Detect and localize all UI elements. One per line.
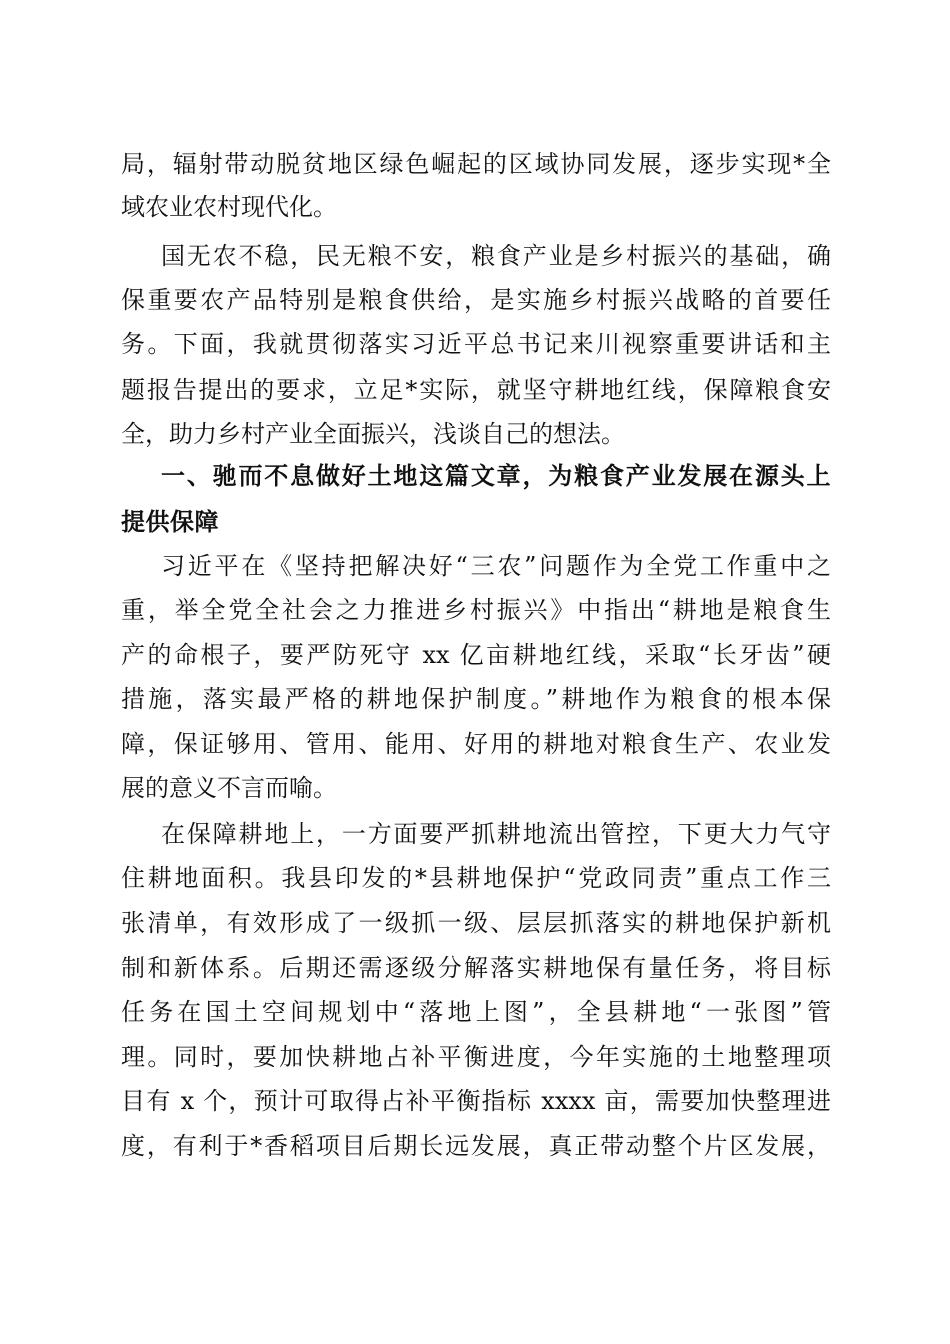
paragraph-3-line-3: 产的命根子，要严防死守 xx 亿亩耕地红线，采取“长牙齿”硬 (121, 641, 831, 669)
paragraph-3-line-2: 重，举全党全社会之力推进乡村振兴》中指出“耕地是粮食生 (121, 596, 831, 624)
section-heading-line-1: 一、驰而不息做好土地这篇文章，为粮食产业发展在源头上 (161, 462, 831, 490)
paragraph-1-line-1: 局，辐射带动脱贫地区绿色崛起的区域协同发展，逐步实现*全 (121, 150, 831, 178)
paragraph-3-line-4: 措施，落实最严格的耕地保护制度。”耕地作为粮食的根本保 (121, 685, 831, 713)
paragraph-2-line-5: 全，助力乡村产业全面振兴，浅谈自己的想法。 (121, 420, 625, 448)
paragraph-4-line-1: 在保障耕地上，一方面要严抓耕地流出管控，下更大力气守 (161, 820, 831, 848)
paragraph-3-line-6: 展的意义不言而喻。 (121, 774, 337, 802)
paragraph-2-line-2: 保重要农产品特别是粮食供给，是实施乡村振兴战略的首要任 (121, 286, 831, 314)
section-heading-line-2: 提供保障 (121, 508, 219, 536)
paragraph-4-line-3: 张清单，有效形成了一级抓一级、层层抓落实的耕地保护新机 (121, 909, 831, 937)
paragraph-4-line-6: 理。同时，要加快耕地占补平衡进度，今年实施的土地整理项 (121, 1043, 831, 1071)
paragraph-2-line-3: 务。下面，我就贯彻落实习近平总书记来川视察重要讲话和主 (121, 330, 831, 358)
paragraph-4-line-7: 目有 x 个，预计可取得占补平衡指标 xxxx 亩，需要加快整理进 (121, 1087, 831, 1115)
paragraph-4-line-8: 度，有利于*香稻项目后期长远发展，真正带动整个片区发展， (121, 1132, 831, 1160)
paragraph-2-line-1: 国无农不稳，民无粮不安，粮食产业是乡村振兴的基础，确 (161, 242, 831, 270)
paragraph-4-line-4: 制和新体系。后期还需逐级分解落实耕地保有量任务，将目标 (121, 954, 831, 982)
paragraph-4-line-5: 任务在国土空间规划中“落地上图”，全县耕地“一张图”管 (121, 998, 831, 1026)
paragraph-1-line-2: 域农业农村现代化。 (121, 193, 337, 221)
paragraph-2-line-4: 题报告提出的要求，立足*实际，就坚守耕地红线，保障粮食安 (121, 376, 831, 404)
paragraph-4-line-2: 住耕地面积。我县印发的*县耕地保护“党政同责”重点工作三 (121, 864, 831, 892)
paragraph-3-line-1: 习近平在《坚持把解决好“三农”问题作为全党工作重中之 (161, 552, 831, 580)
paragraph-3-line-5: 障，保证够用、管用、能用、好用的耕地对粮食生产、农业发 (121, 730, 831, 758)
